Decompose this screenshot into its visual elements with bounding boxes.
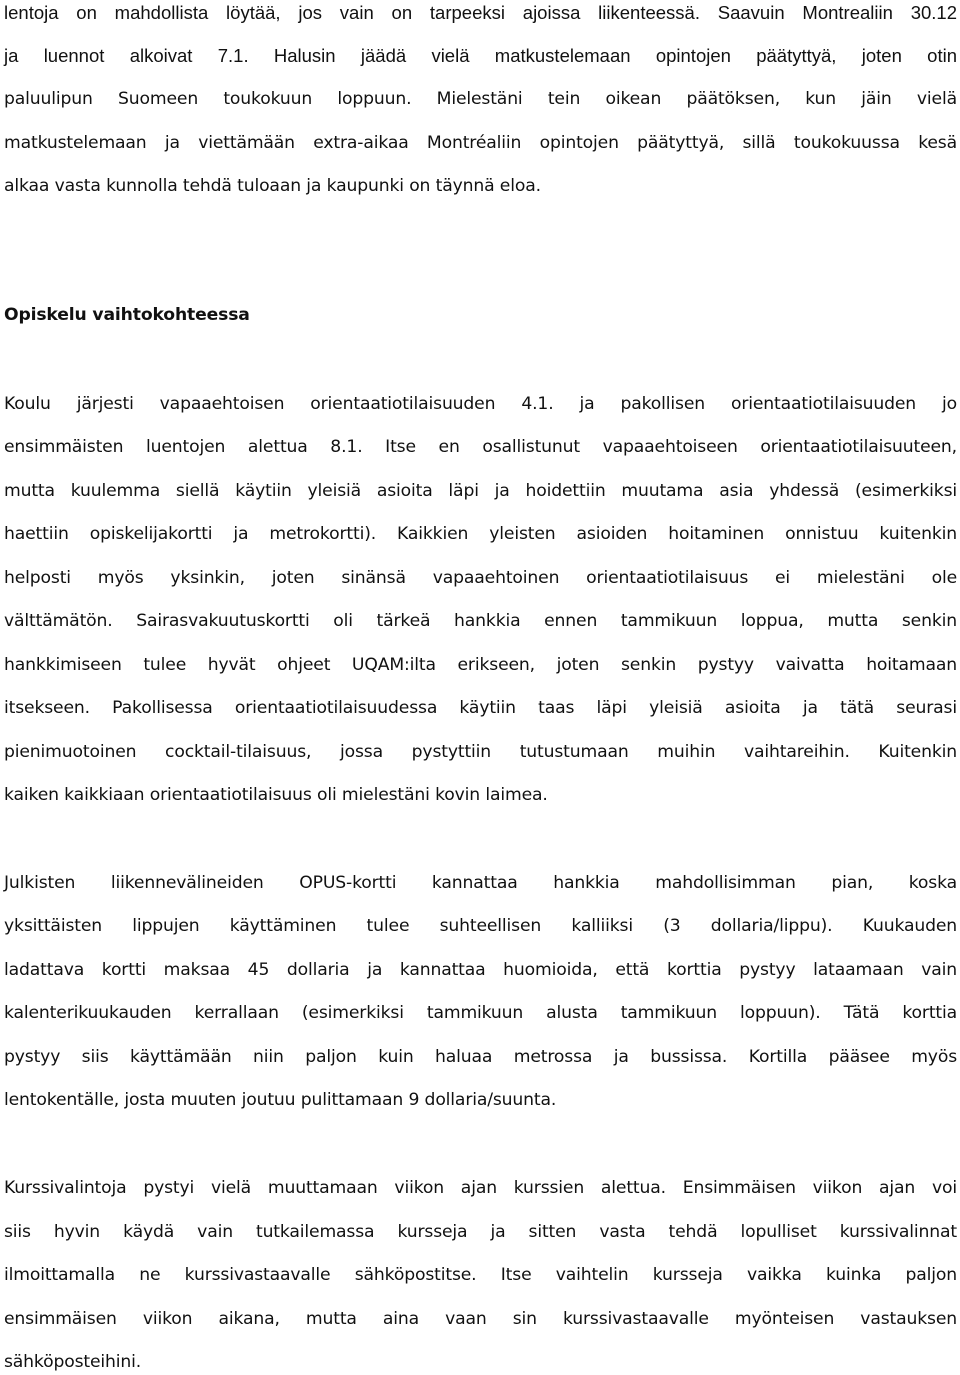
paragraph-4-line-4: ensimmäisen viikon aikana, mutta aina vaan sin kurssivastaavalle myönteisen vastauksen [4,1309,957,1329]
paragraph-2-line-5: helposti myös yksinkin, joten sinänsä vapaaehtoinen orientaatiotilaisuus ei mielestäni ole [4,568,957,588]
paragraph-1-line-4: matkustelemaan ja viettämään extra-aikaa Montréaliin opintojen päätyttyä, sillä toukokuussa kesä [4,133,957,153]
paragraph-1-line-5: alkaa vasta kunnolla tehdä tuloaan ja kaupunki on täynnä eloa. [4,176,541,196]
paragraph-2-line-2: ensimmäisten luentojen alettua 8.1. Itse en osallistunut vapaaehtoiseen orientaatiotilaisuuteen, [4,437,957,457]
paragraph-3-line-1: Julkisten liikennevälineiden OPUS-kortti kannattaa hankkia mahdollisimman pian, koska [4,873,957,893]
paragraph-3-line-6: lentokentälle, josta muuten joutuu pulittamaan 9 dollaria/suunta. [4,1090,557,1110]
paragraph-1-line-1: lentoja on mahdollista löytää, jos vain on tarpeeksi ajoissa liikenteessä. Saavuin Montrealiin 30.12 [4,2,957,23]
paragraph-2-line-3: mutta kuulemma siellä käytiin yleisiä asioita läpi ja hoidettiin muutama asia yhdessä (esimerkiksi [4,481,957,501]
paragraph-2-line-8: itsekseen. Pakollisessa orientaatiotilaisuudessa käytiin taas läpi yleisiä asioita ja tätä seurasi [4,698,957,718]
paragraph-3-line-5: pystyy siis käyttämään niin paljon kuin haluaa metrossa ja bussissa. Kortilla pääsee myös [4,1047,957,1067]
paragraph-3-line-4: kalenterikuukauden kerrallaan (esimerkiksi tammikuun alusta tammikuun loppuun). Tätä korttia [4,1003,957,1023]
paragraph-1-line-2: ja luennot alkoivat 7.1. Halusin jäädä vielä matkustelemaan opintojen päätyttyä, joten otin [4,45,957,66]
paragraph-2-line-1: Koulu järjesti vapaaehtoisen orientaatiotilaisuuden 4.1. ja pakollisen orientaatiotilaisuuden jo [4,394,957,414]
paragraph-1-line-3: paluulipun Suomeen toukokuun loppuun. Mielestäni tein oikean päätöksen, kun jäin vielä [4,89,957,109]
paragraph-4-line-3: ilmoittamalla ne kurssivastaavalle sähköpostitse. Itse vaihtelin kursseja vaikka kuinka paljon [4,1265,957,1285]
document-page [4,0,957,1375]
paragraph-4-line-5: sähköposteihini. [4,1352,142,1372]
paragraph-2-line-4: haettiin opiskelijakortti ja metrokortti). Kaikkien yleisten asioiden hoitaminen onnistuu kuitenkin [4,524,957,544]
section-heading: Opiskelu vaihtokohteessa [4,305,250,325]
paragraph-3-line-2: yksittäisten lippujen käyttäminen tulee suhteellisen kalliiksi (3 dollaria/lippu). Kuukauden [4,916,957,936]
paragraph-2-line-6: välttämätön. Sairasvakuutuskortti oli tärkeä hankkia ennen tammikuun loppua, mutta senkin [4,611,957,631]
paragraph-3-line-3: ladattava kortti maksaa 45 dollaria ja kannattaa huomioida, että korttia pystyy lataamaan vain [4,960,957,980]
paragraph-4-line-1: Kurssivalintoja pystyi vielä muuttamaan viikon ajan kurssien alettua. Ensimmäisen viikon ajan voi [4,1178,957,1198]
paragraph-2-line-7: hankkimiseen tulee hyvät ohjeet UQAM:ilta erikseen, joten senkin pystyy vaivatta hoitamaan [4,655,957,675]
paragraph-2-line-9: pienimuotoinen cocktail-tilaisuus, jossa pystyttiin tutustumaan muihin vaihtareihin. Kuitenkin [4,742,957,762]
paragraph-4-line-2: siis hyvin käydä vain tutkailemassa kursseja ja sitten vasta tehdä lopulliset kurssivalinnat [4,1222,957,1242]
paragraph-2-line-10: kaiken kaikkiaan orientaatiotilaisuus oli mielestäni kovin laimea. [4,785,548,805]
